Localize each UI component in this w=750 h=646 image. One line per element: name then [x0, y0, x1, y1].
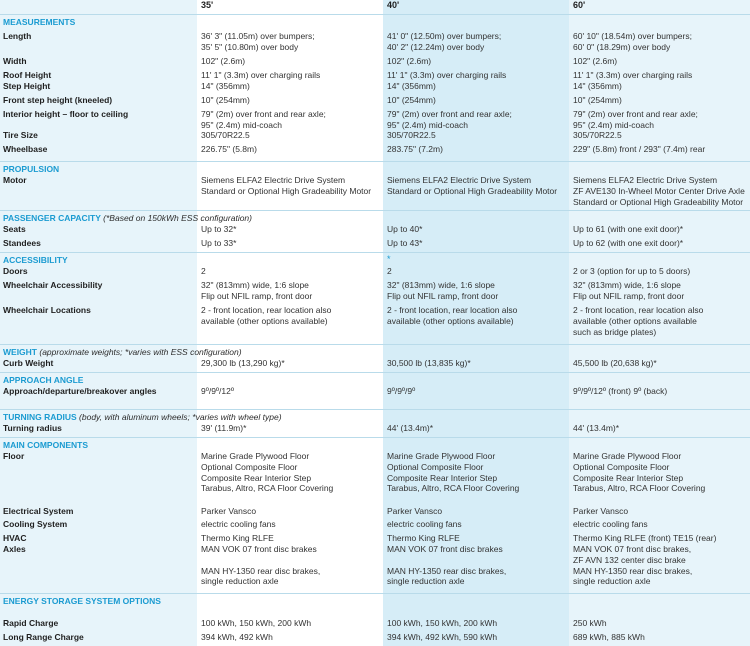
row-label-wheelchair-locations: Wheelchair Locations	[3, 305, 91, 315]
value-40-standees: Up to 43*	[387, 238, 423, 248]
value-35-seats: Up to 32*	[201, 224, 237, 234]
section-divider	[0, 593, 750, 594]
value-60-wheelchair-access: 32" (813mm) wide, 1:6 slope Flip out NFIL ramp, front door	[573, 280, 685, 301]
row-label-wheelbase: Wheelbase	[3, 144, 48, 154]
section-title-approach: APPROACH ANGLE	[3, 375, 84, 385]
row-label-turning-radius: Turning radius	[3, 423, 62, 433]
value-60-cooling: electric cooling fans	[573, 519, 648, 529]
section-divider	[0, 344, 750, 345]
value-60-width: 102" (2.6m)	[573, 56, 618, 66]
value-35-standees: Up to 33*	[201, 238, 237, 248]
value-60-step-height: 14" (356mm)	[573, 81, 622, 91]
value-40-angles: 9º/9º/9º	[387, 386, 416, 396]
row-label-roof-height: Roof Height	[3, 70, 52, 80]
section-divider	[0, 14, 750, 15]
value-35-interior-height: 79" (2m) over front and rear axle; 95" (2.4m) mid-coach	[201, 109, 326, 130]
value-35-wheelchair-locations: 2 - front location, rear location also available (other options available)	[201, 305, 332, 326]
value-35-electrical: Parker Vansco	[201, 506, 257, 516]
value-40-floor: Marine Grade Plywood Floor Optional Composite Floor Composite Rear Interior Step Tarabus, Altro, RCA Floor Covering	[387, 451, 520, 494]
value-40-interior-height: 79" (2m) over front and rear axle; 95" (2.4m) mid-coach	[387, 109, 512, 130]
value-60-seats: Up to 61 (with one exit door)*	[573, 224, 684, 234]
section-title-weight	[3, 347, 242, 357]
row-label-floor: Floor	[3, 451, 25, 461]
value-60-electrical: Parker Vansco	[573, 506, 629, 516]
value-40-width: 102" (2.6m)	[387, 56, 432, 66]
value-60-rapid-charge: 250 kWh	[573, 618, 607, 628]
section-divider	[0, 161, 750, 162]
row-label-interior-height: Interior height – floor to ceiling	[3, 109, 129, 119]
col-header-40: 40'	[387, 0, 400, 10]
passenger-note: (*Based on 150kWh ESS configuration)	[103, 213, 252, 223]
weight-title-text: WEIGHT	[3, 347, 37, 357]
row-label-cooling: Cooling System	[3, 519, 68, 529]
value-35-front-step: 10" (254mm)	[201, 95, 250, 105]
section-divider	[0, 409, 750, 410]
row-label-width: Width	[3, 56, 27, 66]
value-60-floor: Marine Grade Plywood Floor Optional Composite Floor Composite Rear Interior Step Tarabus, Altro, RCA Floor Covering	[573, 451, 706, 494]
value-40-roof-height: 11' 1" (3.3m) over charging rails	[387, 70, 507, 80]
turning-note: (body, with aluminum wheels; *varies with wheel type)	[79, 412, 282, 422]
value-35-curb-weight: 29,300 lb (13,290 kg)*	[201, 358, 285, 368]
row-label-length: Length	[3, 31, 32, 41]
value-35-long-range: 394 kWh, 492 kWh	[201, 632, 273, 642]
value-60-wheelbase: 229" (5.8m) front / 293" (7.4m) rear	[573, 144, 706, 154]
section-title-measurements: MEASUREMENTS	[3, 17, 76, 27]
value-60-front-step: 10" (254mm)	[573, 95, 622, 105]
value-60-standees: Up to 62 (with one exit door)*	[573, 238, 684, 248]
value-40-cooling: electric cooling fans	[387, 519, 462, 529]
value-40-turning-radius: 44' (13.4m)*	[387, 423, 434, 433]
value-60-tire-size: 305/70R22.5	[573, 130, 622, 140]
row-label-hvac: HVAC	[3, 533, 27, 543]
value-40-rapid-charge: 100 kWh, 150 kWh, 200 kWh	[387, 618, 498, 628]
value-40-hvac: Thermo King RLFE	[387, 533, 460, 543]
value-40-tire-size: 305/70R22.5	[387, 130, 436, 140]
value-60-doors: 2 or 3 (option for up to 5 doors)	[573, 266, 691, 276]
value-60-curb-weight: 45,500 lb (20,638 kg)*	[573, 358, 657, 368]
row-label-electrical: Electrical System	[3, 506, 74, 516]
value-40-motor: Siemens ELFA2 Electric Drive System Standard or Optional High Gradeability Motor	[387, 175, 558, 196]
value-35-turning-radius: 39' (11.9m)*	[201, 423, 247, 433]
section-title-components: MAIN COMPONENTS	[3, 440, 88, 450]
value-40-front-step: 10" (254mm)	[387, 95, 436, 105]
value-40-wheelchair-locations: 2 - front location, rear location also available (other options available)	[387, 305, 518, 326]
value-60-long-range: 689 kWh, 885 kWh	[573, 632, 645, 642]
value-60-turning-radius: 44' (13.4m)*	[573, 423, 620, 433]
value-40-curb-weight: 30,500 lb (13,835 kg)*	[387, 358, 471, 368]
asterisk-mark: *	[387, 254, 391, 264]
value-60-angles: 9º/9º/12º (front) 9º (back)	[573, 386, 668, 396]
section-title-energy: ENERGY STORAGE SYSTEM OPTIONS	[3, 596, 161, 606]
value-35-roof-height: 11' 1" (3.3m) over charging rails	[201, 70, 321, 80]
value-40-length: 41' 0" (12.50m) over bumpers; 40' 2" (12.24m) over body	[387, 31, 502, 52]
value-35-hvac: Thermo King RLFE	[201, 533, 274, 543]
value-60-hvac: Thermo King RLFE (front) TE15 (rear)	[573, 533, 717, 543]
value-40-wheelbase: 283.75" (7.2m)	[387, 144, 443, 154]
row-label-seats: Seats	[3, 224, 26, 234]
value-40-step-height: 14" (356mm)	[387, 81, 436, 91]
row-label-curb-weight: Curb Weight	[3, 358, 54, 368]
row-label-wheelchair-access: Wheelchair Accessibility	[3, 280, 103, 290]
value-60-axles: MAN VOK 07 front disc brakes, ZF AVN 132 center disc brake MAN HY-1350 rear disc brakes, single reduction axle	[573, 544, 693, 587]
value-35-motor: Siemens ELFA2 Electric Drive System Standard or Optional High Gradeability Motor	[201, 175, 372, 196]
value-40-seats: Up to 40*	[387, 224, 423, 234]
value-35-doors: 2	[201, 266, 206, 276]
section-title-propulsion: PROPULSION	[3, 164, 60, 174]
value-60-roof-height: 11' 1" (3.3m) over charging rails	[573, 70, 693, 80]
value-35-cooling: electric cooling fans	[201, 519, 276, 529]
row-label-front-step: Front step height (kneeled)	[3, 95, 113, 105]
passenger-title-text: PASSENGER CAPACITY	[3, 213, 101, 223]
value-40-axles: MAN VOK 07 front disc brakes MAN HY-1350 rear disc brakes, single reduction axle	[387, 544, 507, 587]
section-divider	[0, 210, 750, 211]
value-35-wheelchair-access: 32" (813mm) wide, 1:6 slope Flip out NFIL ramp, front door	[201, 280, 313, 301]
col-header-35: 35'	[201, 0, 214, 10]
row-label-axles: Axles	[3, 544, 26, 554]
value-35-step-height: 14" (356mm)	[201, 81, 250, 91]
value-60-length: 60' 10" (18.54m) over bumpers; 60' 0" (18.29m) over body	[573, 31, 692, 52]
value-40-wheelchair-access: 32" (813mm) wide, 1:6 slope Flip out NFIL ramp, front door	[387, 280, 499, 301]
value-35-axles: MAN VOK 07 front disc brakes MAN HY-1350 rear disc brakes, single reduction axle	[201, 544, 321, 587]
section-title-turning	[3, 412, 282, 422]
value-35-length: 36' 3" (11.05m) over bumpers; 35' 5" (10.80m) over body	[201, 31, 315, 52]
row-label-motor: Motor	[3, 175, 27, 185]
row-label-doors: Doors	[3, 266, 28, 276]
turning-title-text: TURNING RADIUS	[3, 412, 77, 422]
row-label-long-range: Long Range Charge	[3, 632, 84, 642]
value-35-wheelbase: 226.75" (5.8m)	[201, 144, 257, 154]
value-40-electrical: Parker Vansco	[387, 506, 443, 516]
value-35-rapid-charge: 100 kWh, 150 kWh, 200 kWh	[201, 618, 312, 628]
section-divider	[0, 372, 750, 373]
col-header-60: 60'	[573, 0, 586, 10]
value-60-motor: Siemens ELFA2 Electric Drive System ZF AVE130 In-Wheel Motor Center Drive Axle Standard or Optional High Gradeability Motor	[573, 175, 745, 207]
value-35-floor: Marine Grade Plywood Floor Optional Composite Floor Composite Rear Interior Step Tarabus, Altro, RCA Floor Covering	[201, 451, 334, 494]
section-divider	[0, 437, 750, 438]
section-title-accessibility: ACCESSIBILITY	[3, 255, 68, 265]
value-35-tire-size: 305/70R22.5	[201, 130, 250, 140]
row-label-standees: Standees	[3, 238, 41, 248]
value-35-angles: 9º/9º/12º	[201, 386, 234, 396]
row-label-tire-size: Tire Size	[3, 130, 38, 140]
value-60-interior-height: 79" (2m) over front and rear axle; 95" (2.4m) mid-coach	[573, 109, 698, 130]
section-divider	[0, 252, 750, 253]
value-60-wheelchair-locations: 2 - front location, rear location also available (other options available such as bridge plates)	[573, 305, 704, 337]
row-label-rapid-charge: Rapid Charge	[3, 618, 59, 628]
row-label-angles: Approach/departure/breakover angles	[3, 386, 157, 396]
value-35-width: 102" (2.6m)	[201, 56, 246, 66]
value-40-long-range: 394 kWh, 492 kWh, 590 kWh	[387, 632, 498, 642]
section-title-passenger	[3, 213, 252, 223]
row-label-step-height: Step Height	[3, 81, 51, 91]
value-40-doors: 2	[387, 266, 392, 276]
weight-note: (approximate weights; *varies with ESS configuration)	[39, 347, 242, 357]
